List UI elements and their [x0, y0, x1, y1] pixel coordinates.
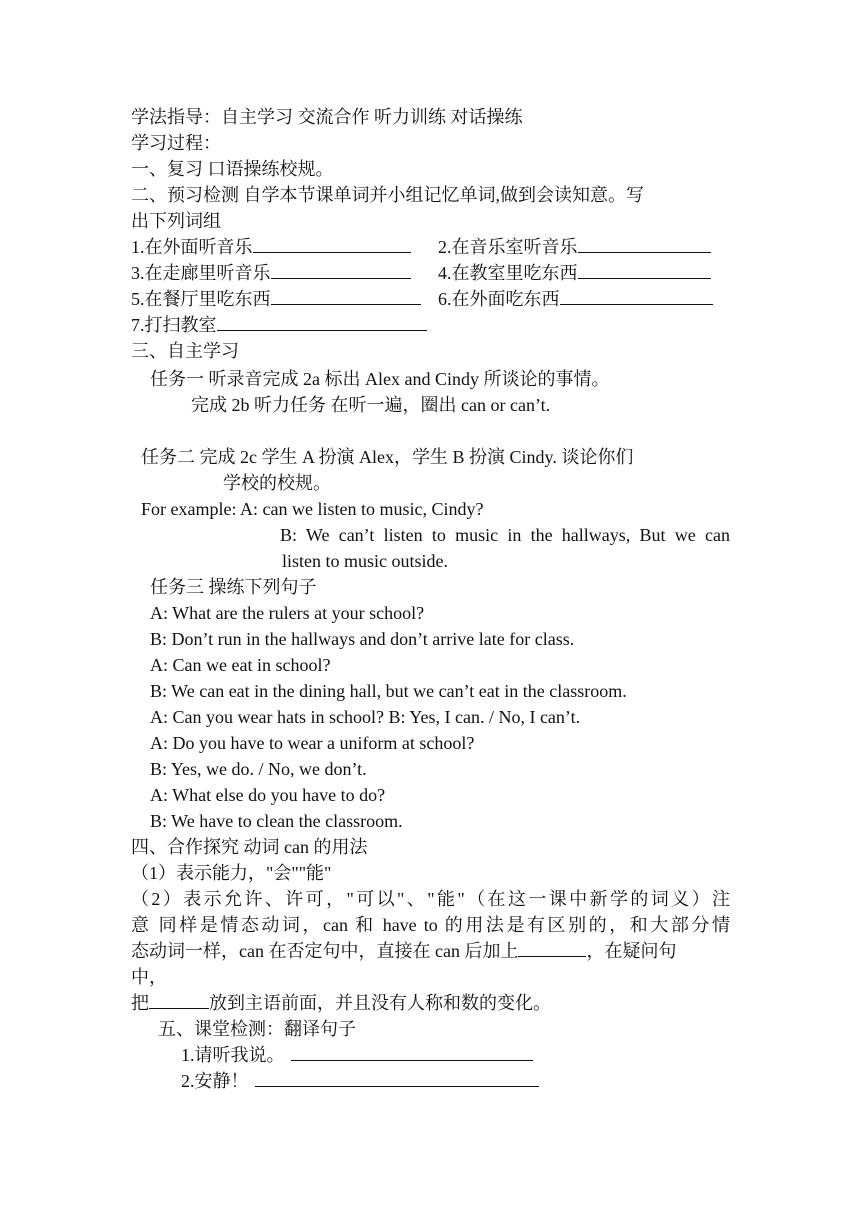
phrase-item: 1.在外面听音乐: [131, 234, 411, 260]
section-1-heading: 一、复习 口语操练校规。: [131, 159, 334, 179]
answer-blank[interactable]: [217, 312, 427, 331]
task-3: 任务三 操练下列句子: [150, 577, 317, 597]
answer-blank[interactable]: [518, 938, 586, 957]
answer-blank[interactable]: [149, 990, 209, 1009]
task-2-continuation: 学校的校规。: [223, 473, 331, 493]
translation-item: 2.安静！: [181, 1068, 539, 1094]
dialogue-line: A: Can we eat in school?: [150, 655, 331, 675]
dialogue-line: B: Don’t run in the hallways and don’t arrive late for class.: [150, 629, 575, 649]
dialogue-line: B: We can eat in the dining hall, but we can’t eat in the classroom.: [150, 681, 627, 701]
answer-blank[interactable]: [578, 234, 711, 253]
section-5-heading: 五、课堂检测：翻译句子: [158, 1019, 356, 1039]
answer-blank[interactable]: [560, 286, 713, 305]
example-line-a: For example: A: can we listen to music, Cindy?: [141, 499, 484, 519]
study-method-line: 学法指导：自主学习 交流合作 听力训练 对话操练: [131, 107, 523, 127]
answer-blank[interactable]: [291, 1042, 533, 1061]
answer-blank[interactable]: [271, 260, 411, 279]
phrase-item: 6.在外面吃东西: [438, 286, 713, 312]
phrase-item: 4.在教室里吃东西: [438, 260, 711, 286]
answer-blank[interactable]: [255, 1068, 539, 1087]
phrase-item: 5.在餐厅里吃东西: [131, 286, 421, 312]
dialogue-line: A: Can you wear hats in school? B: Yes, I can. / No, I can’t.: [150, 707, 581, 727]
task-1-continuation: 完成 2b 听力任务 在听一遍，圈出 can or can’t.: [191, 395, 551, 415]
answer-blank[interactable]: [578, 260, 711, 279]
usage-note-1: （1）表示能力，"会""能": [131, 863, 332, 883]
answer-blank[interactable]: [253, 234, 411, 253]
section-2-heading: 二、预习检测 自学本节课单词并小组记忆单词,做到会读知意。写: [131, 185, 644, 205]
phrase-item: 2.在音乐室听音乐: [438, 234, 711, 260]
answer-blank[interactable]: [271, 286, 421, 305]
phrase-item: 7.打扫教室: [131, 312, 427, 338]
dialogue-line: A: What else do you have to do?: [150, 785, 386, 805]
study-process-heading: 学习过程：: [131, 133, 221, 153]
dialogue-line: B: Yes, we do. / No, we don’t.: [150, 759, 367, 779]
translation-item: 1.请听我说。: [181, 1042, 533, 1068]
example-line-b: B: We can’t listen to music in the hallways, But we can: [280, 525, 730, 545]
section-4-heading: 四、合作探究 动词 can 的用法: [131, 837, 368, 857]
usage-note-2: （2）表示允许、许可，"可以"、"能"（在这一课中新学的词义）注: [131, 889, 730, 909]
usage-note-4: 态动词一样，can 在否定句中，直接在 can 后加上 ，在疑问句: [131, 938, 676, 964]
example-line-c: listen to music outside.: [282, 551, 448, 571]
section-2-continuation: 出下列词组: [131, 211, 221, 231]
section-3-heading: 三、自主学习: [131, 341, 239, 361]
phrase-item: 3.在走廊里听音乐: [131, 260, 411, 286]
usage-note-3: 意 同样是情态动词，can 和 have to 的用法是有区别的，和大部分情: [131, 915, 730, 935]
usage-note-6: 把 放到主语前面，并且没有人称和数的变化。: [131, 990, 551, 1016]
task-1: 任务一 听录音完成 2a 标出 Alex and Cindy 所谈论的事情。: [150, 369, 610, 389]
dialogue-line: A: Do you have to wear a uniform at school?: [150, 733, 475, 753]
task-2: 任务二 完成 2c 学生 A 扮演 Alex，学生 B 扮演 Cindy. 谈论你们: [141, 447, 634, 467]
dialogue-line: B: We have to clean the classroom.: [150, 811, 403, 831]
dialogue-line: A: What are the rulers at your school?: [150, 603, 425, 623]
usage-note-5: 中，: [131, 967, 167, 987]
